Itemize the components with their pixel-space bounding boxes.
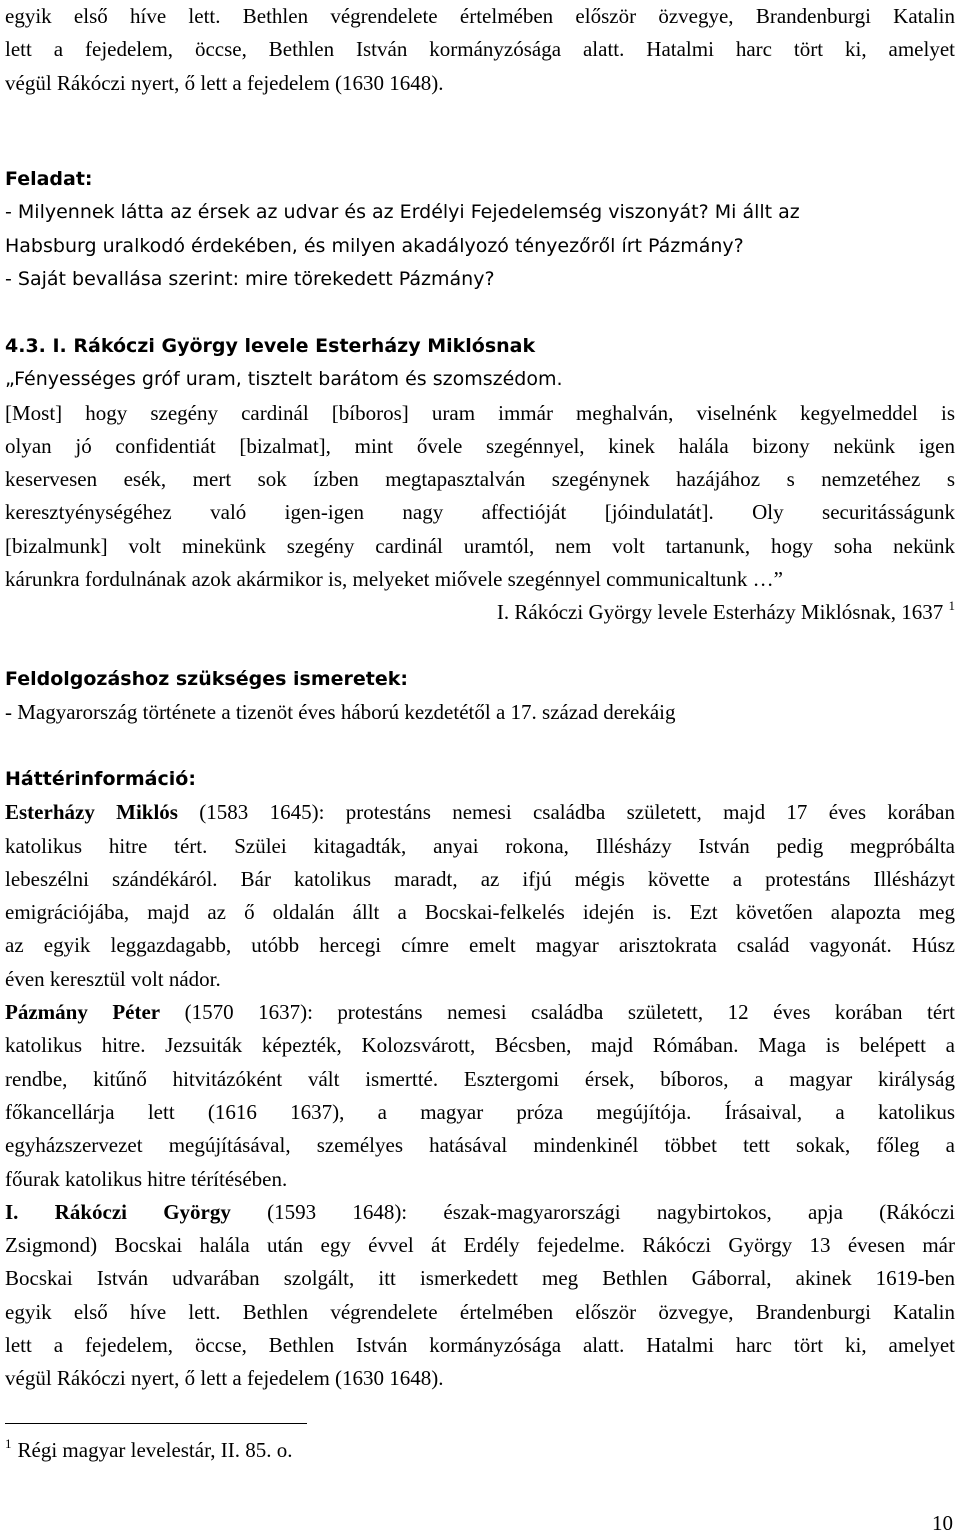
letter-line <box>5 563 955 596</box>
letter-source <box>497 596 955 629</box>
bio-text: (1570 1637): protestáns nemesi családba született, 12 éves korában tért <box>160 1000 955 1025</box>
letter-line-text: kárunkra fordulnának azok akármikor is, melyeket miővele szegénnyel communicaltunk <box>5 567 753 592</box>
bio-line: lebeszélni szándékáról. Bár katolikus maradt, az ifjú mégis követte a protestáns Illésházyt <box>5 866 955 891</box>
bio-line: katolikus hitre. Jezsuiták képezték, Kolozsvárott, Bécsben, majd Rómában. Maga is belépett a <box>5 1033 955 1058</box>
bio-line: katolikus hitre tért. Szülei kitagadták, anyai rokona, Illésházy István pedig megpróbálta <box>5 833 955 858</box>
task-question-1-line-2: Habsburg uralkodó érdekében, és milyen akadályozó tényezőről írt Pázmány? <box>5 234 744 257</box>
bio-rakoczi <box>5 1196 955 1396</box>
bio-first-line <box>5 796 955 829</box>
bio-name: I. Rákóczi György <box>5 1199 231 1224</box>
bio-first-line <box>5 996 955 1029</box>
letter-line: keservesen esék, mert sok ízben megtapasztalván szegénynek hazájához s nemzetéhez s <box>5 467 955 492</box>
prerequisites-heading: Feldolgozáshoz szükséges ismeretek: <box>5 668 408 690</box>
letter-section <box>5 330 955 596</box>
task-heading: Feladat: <box>5 168 93 190</box>
task-question-1-line-1: - Milyennek látta az érsek az udvar és az Erdélyi Fejedelemség viszonyát? Mi állt az <box>5 201 800 224</box>
letter-line: [Most] hogy szegény cardinál [bíboros] uram immár meghalván, viselnénk kegyelmeddel is <box>5 400 955 425</box>
letter-line: olyan jó confidentiát [bizalmat], mint ővele szegénnyel, kinek halála bizony nekünk igen <box>5 433 955 458</box>
text-line: lett a fejedelem, öccse, Bethlen István kormányzósága alatt. Hatalmi harc tört ki, amelyet <box>5 37 955 62</box>
task-question-2: - Saját bevallása szerint: mire törekedett Pázmány? <box>5 267 495 290</box>
prerequisites-section <box>5 663 955 730</box>
footnote <box>5 1434 292 1467</box>
footnote-divider <box>5 1423 307 1424</box>
bio-line: egyik első híve lett. Bethlen végrendelete értelmében először özvegye, Brandenburgi Katalin <box>5 1299 955 1324</box>
bio-line: rendbe, kitűnő hitvitázóként vált ismertté. Esztergomi érsek, bíboros, a magyar királyság <box>5 1066 955 1091</box>
page-number: 10 <box>932 1511 953 1535</box>
task-section <box>5 163 955 296</box>
bio-text: (1593 1648): észak-magyarországi nagybirtokos, apja (Rákóczi <box>230 1199 955 1224</box>
bio-line: lett a fejedelem, öccse, Bethlen István kormányzósága alatt. Hatalmi harc tört ki, amelyet <box>5 1333 955 1358</box>
background-section <box>5 763 955 1396</box>
letter-source-text: I. Rákóczi György levele Esterházy Miklósnak, 1637 <box>496 600 944 624</box>
footnote-text: Régi magyar levelestár, II. 85. o. <box>17 1438 293 1462</box>
text-line: egyik első híve lett. Bethlen végrendelete értelmében először özvegye, Brandenburgi Katalin <box>5 4 955 28</box>
bio-esterhazy <box>5 796 955 996</box>
letter-body <box>5 397 955 597</box>
bio-line: egyházszervezet megújításával, személyes hatásával mindenkinél többet tett sokak, főleg a <box>5 1133 955 1158</box>
letter-line: [bizalmunk] volt minekünk szegény cardinál uramtól, nem volt tartanunk, hogy soha nekünk <box>5 533 955 558</box>
bio-line: az egyik leggazdagabb, utóbb hercegi címre emelt magyar arisztokrata család vagyonát. Húsz <box>5 933 955 958</box>
bio-line: végül Rákóczi nyert, ő lett a fejedelem (1630 1648). <box>5 1366 444 1391</box>
bio-name: Esterházy Miklós <box>5 800 178 825</box>
bio-line: főkancellárja lett (1616 1637), a magyar próza megújítója. Írásaival, a katolikus <box>5 1099 955 1124</box>
bio-text: (1583 1645): protestáns nemesi családba született, majd 17 éves korában <box>177 800 955 825</box>
background-heading: Háttérinformáció: <box>5 768 196 790</box>
footnote-reference[interactable]: 1 <box>948 598 955 613</box>
prerequisites-item: - Magyarország története a tizenöt éves háború kezdetétől a 17. század derekáig <box>5 700 676 725</box>
letter-salutation: „Fényességes gróf uram, tisztelt barátom és szomszédom. <box>5 368 563 391</box>
letter-line: keresztyénységéhez való igen-igen nagy affectióját [jóindulatát]. Oly securitásságunk <box>5 500 955 525</box>
bio-line: Zsigmond) Bocskai halála után egy évvel át Erdély fejedelme. Rákóczi György 13 évesen már <box>5 1233 955 1258</box>
letter-closing-quote: …” <box>752 567 783 592</box>
bio-line: Bocskai István udvarában szolgált, itt ismerkedett meg Bethlen Gáborral, akinek 1619-ben <box>5 1266 955 1291</box>
bio-line: emigrációjába, majd az ő oldalán állt a Bocskai-felkelés idején is. Ezt követően alapozta meg <box>5 900 955 925</box>
bio-name: Pázmány Péter <box>5 1000 161 1025</box>
footnote-number: 1 <box>5 1436 12 1451</box>
bio-line: főurak katolikus hitre térítésében. <box>5 1166 288 1191</box>
letter-heading: 4.3. I. Rákóczi György levele Esterházy Miklósnak <box>5 335 536 357</box>
text-line: végül Rákóczi nyert, ő lett a fejedelem (1630 1648). <box>5 70 444 95</box>
intro-continuation <box>5 0 955 100</box>
bio-pazmany <box>5 996 955 1196</box>
bio-line: éven keresztül volt nádor. <box>5 966 221 991</box>
bio-first-line <box>5 1196 955 1229</box>
